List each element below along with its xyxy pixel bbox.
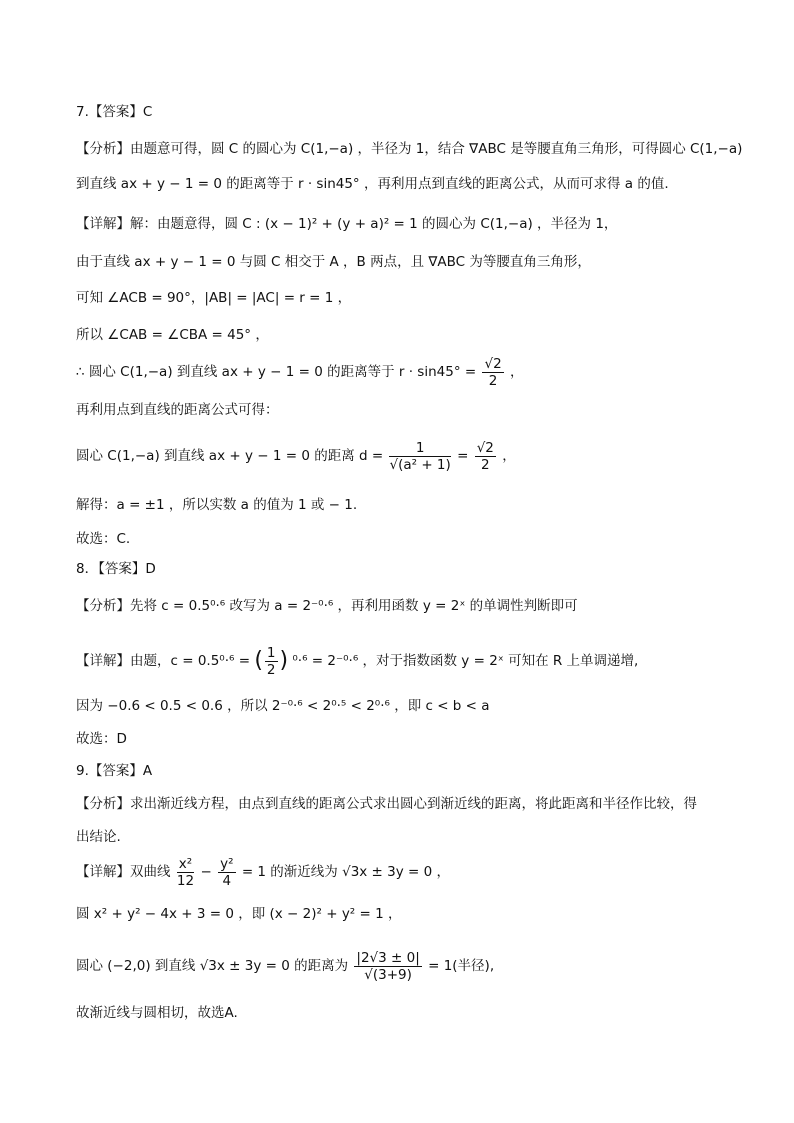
q7-detail-line-8: 解得：a = ±1 ，所以实数 a 的值为 1 或 − 1.	[76, 497, 358, 513]
q7-detail-5-tail: ，	[509, 364, 524, 380]
q9-detail-3-text: 圆心 (−2,0) 到直线 √3x ± 3y = 0 的距离为	[76, 958, 349, 974]
fraction-numerator: 1	[389, 440, 450, 457]
fraction-numerator: √2	[484, 355, 502, 372]
fraction-denominator: 4	[222, 872, 232, 889]
q7-detail-line-2: 由于直线 ax + y − 1 = 0 与圆 C 相交于 A ，B 两点，且 ∇ABC 为等腰直角三角形，	[76, 254, 591, 270]
fraction-1-over-2	[265, 645, 278, 678]
q8-detail-line-2: 因为 −0.6 < 0.5 < 0.6 ，所以 2⁻⁰·⁶ < 2⁰·⁵ < 2⁰·⁶ ，即 c < b < a	[76, 698, 490, 714]
fraction-numerator: |2√3 ± 0|	[356, 949, 420, 966]
fraction-denominator: √(a² + 1)	[389, 456, 451, 473]
q9-detail-line-3	[76, 946, 494, 986]
q9-detail-line-4: 故渐近线与圆相切，故选A.	[76, 1005, 238, 1021]
q8-detail-line-3: 故选：D	[76, 731, 127, 747]
q9-detail-1-text: 【详解】双曲线	[76, 864, 171, 880]
fraction-y2-over-4	[218, 856, 235, 889]
q8-answer: 8．【答案】D	[76, 561, 156, 577]
fraction-denominator: √(3+9)	[364, 966, 412, 983]
q9-answer: 9.【答案】A	[76, 763, 153, 779]
q8-detail-1-tail: ⁰·⁶ = 2⁻⁰·⁶ ，对于指数函数 y = 2ˣ 可知在 R 上单调递增,	[292, 653, 639, 669]
fraction-x2-over-12	[177, 856, 194, 889]
fraction-distance	[354, 950, 421, 983]
q7-detail-line-6: 再利用点到直线的距离公式可得：	[76, 402, 279, 418]
paren-close: )	[279, 648, 289, 673]
paren-open: (	[254, 648, 263, 673]
fraction-1-over-sqrt	[389, 440, 450, 473]
q7-detail-7-tail: ，	[502, 448, 516, 464]
fraction-numerator: 1	[266, 644, 276, 661]
fraction-numerator: y²	[220, 855, 234, 872]
q9-detail-3-tail: = 1(半径),	[428, 958, 495, 974]
fraction-denominator: 12	[176, 872, 195, 889]
q7-analysis-line-1: 【分析】由题意可得，圆 C 的圆心为 C(1,−a) ，半径为 1，结合 ∇ABC 是等腰直角三角形，可得圆心 C(1,−a)	[76, 141, 743, 157]
q8-analysis: 【分析】先将 c = 0.5⁰·⁶ 改写为 a = 2⁻⁰·⁶ ，再利用函数 y = 2ˣ 的单调性判断即可	[76, 598, 578, 614]
q7-detail-line-9: 故选：C.	[76, 531, 131, 547]
q9-detail-line-1	[76, 852, 450, 892]
q7-detail-line-1: 【详解】解：由题意得，圆 C : (x − 1)² + (y + a)² = 1 的圆心为 C(1,−a) ，半径为 1，	[76, 216, 618, 232]
fraction-denominator: 2	[488, 372, 498, 389]
q9-detail-line-2: 圆 x² + y² − 4x + 3 = 0 ，即 (x − 2)² + y² = 1 ，	[76, 906, 402, 922]
q7-detail-line-3: 可知 ∠ACB = 90°，|AB| = |AC| = r = 1 ，	[76, 290, 352, 306]
q9-detail-1-tail: = 1 的渐近线为 √3x ± 3y = 0 ，	[241, 864, 451, 880]
q7-detail-line-4: 所以 ∠CAB = ∠CBA = 45° ，	[76, 327, 269, 343]
q7-detail-line-7	[76, 436, 516, 476]
q7-analysis-line-2: 到直线 ax + y − 1 = 0 的距离等于 r · sin45° ，再利用点到直线的距离公式，从而可求得 a 的值.	[76, 176, 669, 192]
q9-analysis-line-2: 出结论.	[76, 829, 121, 845]
q7-answer: 7.【答案】C	[76, 104, 153, 120]
fraction-denominator: 2	[480, 456, 490, 473]
q9-analysis-line-1: 【分析】求出渐近线方程，由点到直线的距离公式求出圆心到渐近线的距离，将此距离和半径作比较，得	[76, 796, 697, 812]
fraction-sqrt2-over-2	[475, 440, 496, 473]
equals-sign: =	[457, 448, 469, 464]
q8-detail-line-1	[76, 641, 638, 681]
q8-detail-1-text: 【详解】由题，c = 0.5⁰·⁶ =	[76, 653, 251, 669]
q7-detail-line-5	[76, 352, 523, 392]
q7-detail-7-text: 圆心 C(1,−a) 到直线 ax + y − 1 = 0 的距离 d =	[76, 448, 384, 464]
fraction-numerator: x²	[178, 855, 193, 872]
fraction-denominator: 2	[266, 661, 276, 678]
fraction-numerator: √2	[476, 439, 494, 456]
q7-detail-5-text: ∴ 圆心 C(1,−a) 到直线 ax + y − 1 = 0 的距离等于 r · sin45° =	[76, 364, 477, 380]
fraction-sqrt2-over-2	[482, 356, 503, 389]
minus-sign: −	[200, 864, 212, 880]
